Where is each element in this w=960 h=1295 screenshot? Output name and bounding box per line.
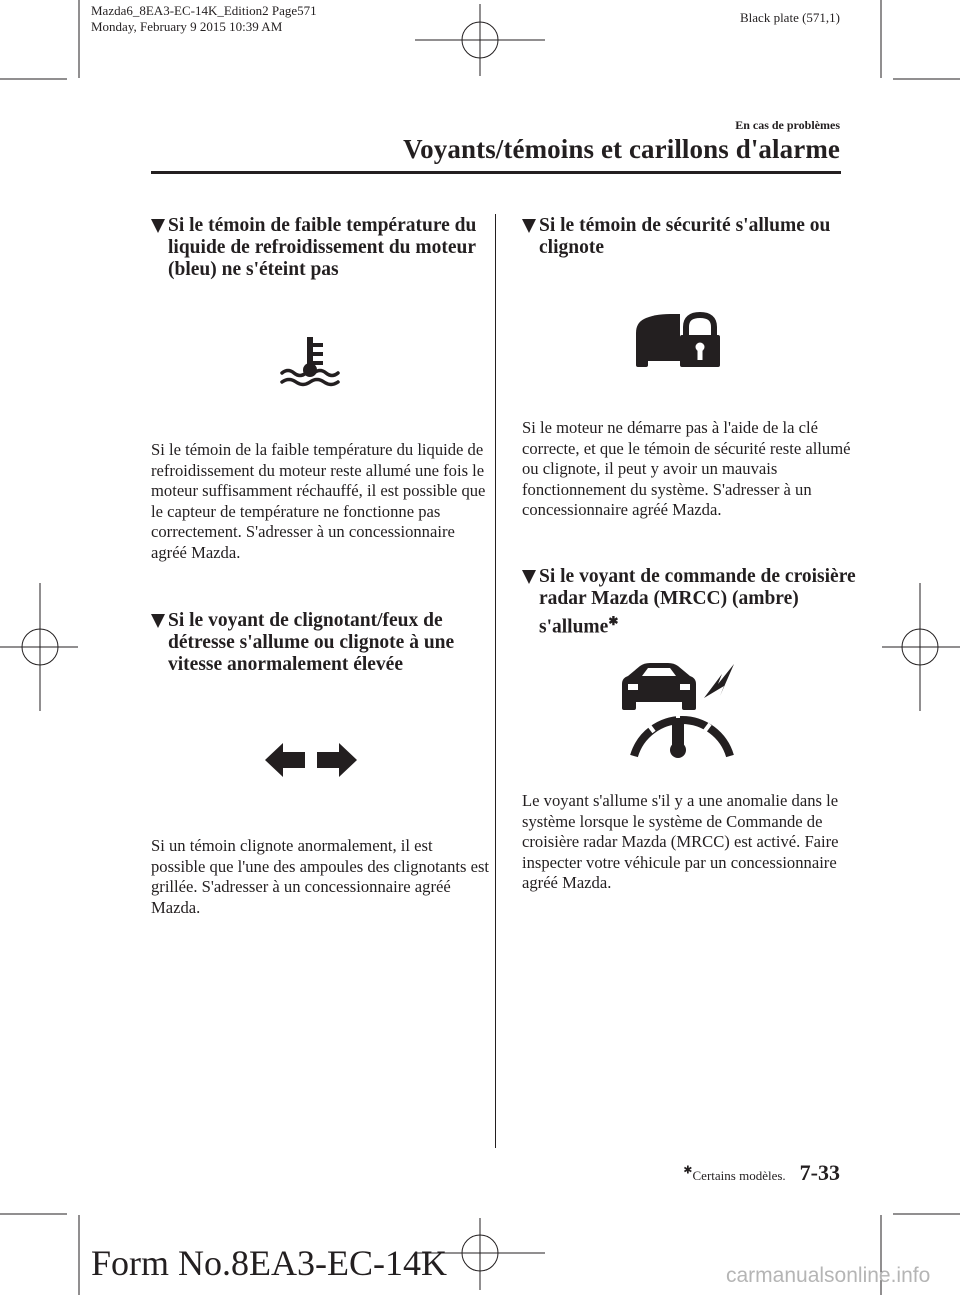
chapter-title: Voyants/témoins et carillons d'alarme [403, 134, 840, 164]
turn-signal-arrows-icon [265, 743, 357, 782]
right-section-1-body: Si le moteur ne démarre pas à l'aide de la clé correcte, et que le témoin de sécurité reste allumé ou clignote, il peut y avoir un mauvais fonctionnement du système. S'adresser à un concessionnaire agréé Mazda. [522, 418, 851, 519]
coolant-low-temperature-icon [278, 335, 342, 392]
left-section-2-body: Si un témoin clignote anormalement, il est possible que l'une des ampoules des clignotants est grillée. S'adresser à un concessionnaire agréé Mazda. [151, 836, 490, 917]
page-footer [640, 1160, 840, 1186]
left-section-1-body: Si le témoin de la faible température du liquide de refroidissement du moteur reste allumé une fois le moteur suffisamment réchauffé, il est possible que le capteur de température ne fonctionne pas correctement. S'adresser à un concessionnaire agréé Mazda. [151, 440, 486, 562]
triangle-bullet-icon [151, 614, 165, 628]
file-info [91, 3, 317, 35]
security-car-lock-icon [634, 311, 722, 374]
left-section-2-heading: Si le voyant de clignotant/feux de détresse s'allume ou clignote à une vitesse anormalement élevée [151, 610, 491, 676]
header-rule [151, 171, 841, 174]
file-name: Mazda6_8EA3-EC-14K_Edition2 Page571 [91, 3, 317, 18]
form-number: Form No.8EA3-EC-14K [91, 1243, 447, 1283]
right-section-1-heading: Si le témoin de sécurité s'allume ou clignote [522, 215, 862, 259]
watermark: carmanualsonline.info [726, 1264, 931, 1287]
plate-label: Black plate (571,1) [740, 10, 840, 25]
column-divider [495, 214, 496, 1148]
right-section-2-body: Le voyant s'allume s'il y a une anomalie dans le système lorsque le système de Commande de croisière radar Mazda (MRCC) est activé. Faire inspecter votre véhicule par un concessionnaire agréé Mazda. [522, 791, 839, 892]
page-number: 7-33 [799, 1160, 840, 1185]
section-name: En cas de problèmes [735, 118, 840, 132]
triangle-bullet-icon [151, 219, 165, 233]
mrcc-warning-icon [618, 662, 736, 765]
asterisk-icon: ✱ [608, 614, 619, 628]
triangle-bullet-icon [522, 570, 536, 584]
left-section-1-heading: Si le témoin de faible température du liquide de refroidissement du moteur (bleu) ne s'éteint pas [151, 215, 491, 281]
file-date: Monday, February 9 2015 10:39 AM [91, 19, 283, 34]
right-section-2-heading: Si le voyant de commande de croisière radar Mazda (MRCC) (ambre) s'allume✱ [522, 566, 862, 639]
footnote-text: Certains modèles. [692, 1168, 786, 1183]
asterisk-icon: ✱ [683, 1164, 693, 1177]
triangle-bullet-icon [522, 219, 536, 233]
